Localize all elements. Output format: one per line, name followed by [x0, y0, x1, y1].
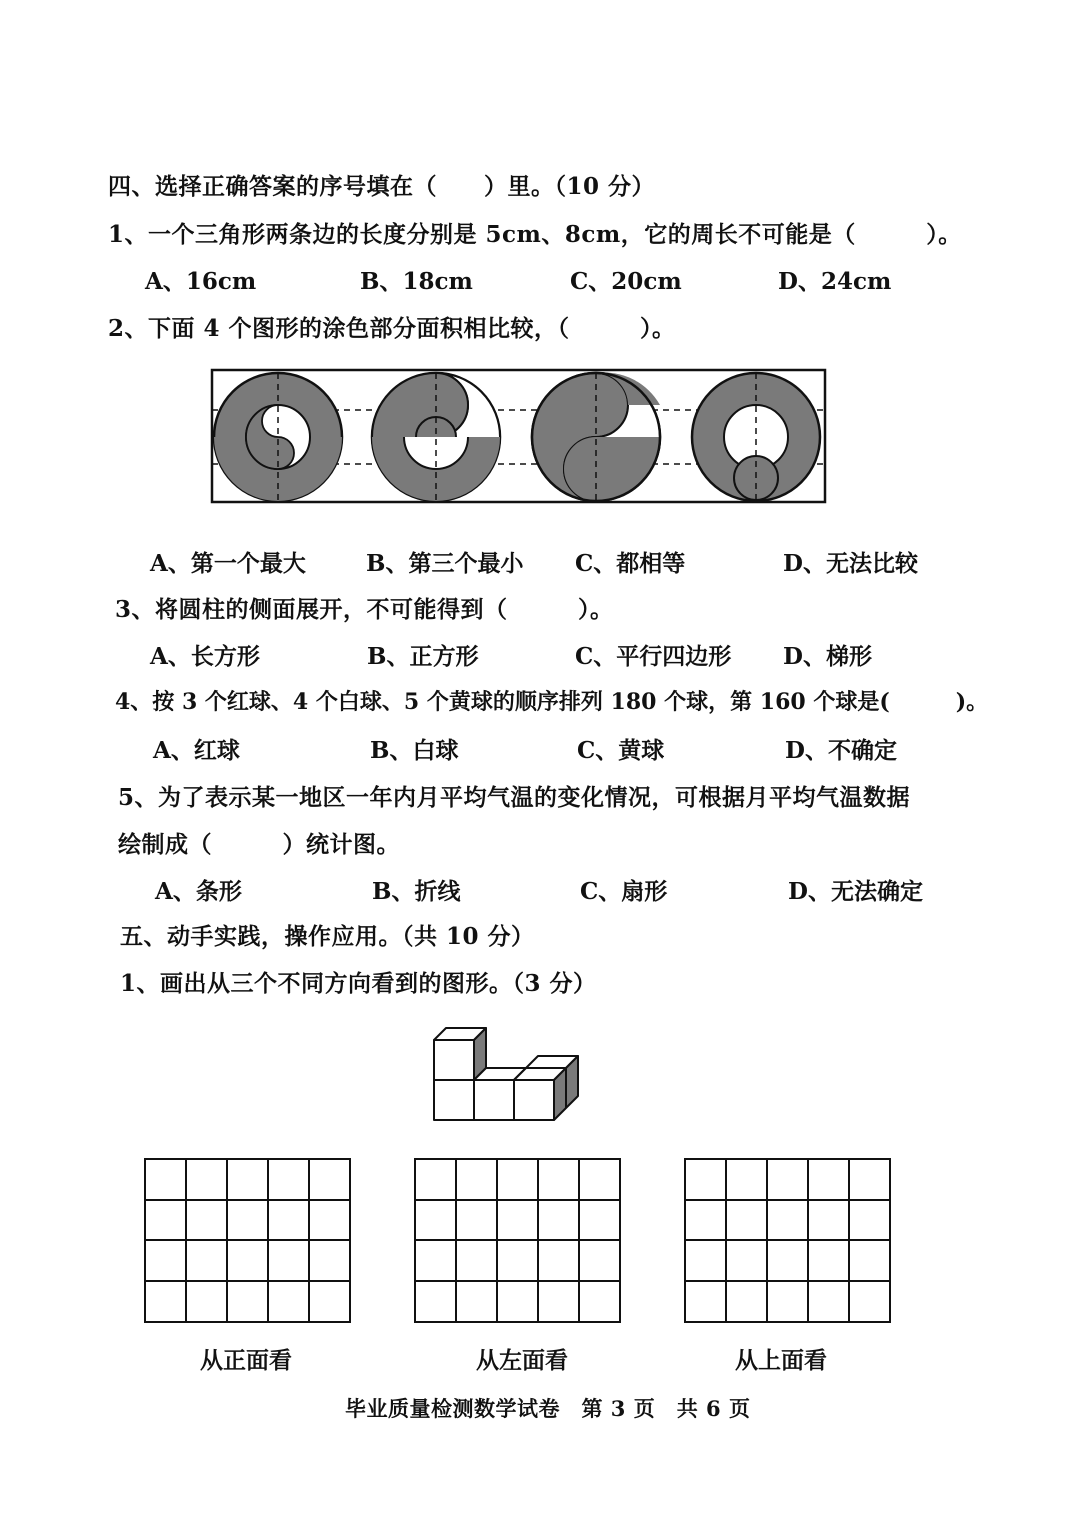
- q2-option-d: D、无法比较: [783, 550, 918, 577]
- cube-stack-figure: [430, 1022, 580, 1124]
- question-4-stem: 4、按 3 个红球、4 个白球、5 个黄球的顺序排列 180 个球，第 160 个球是( )。: [115, 689, 989, 715]
- circle-figure-1: [214, 373, 342, 501]
- q5-option-d: D、无法确定: [788, 878, 923, 905]
- q5-option-b: B、折线: [372, 878, 461, 905]
- section5-heading: 五、动手实践，操作应用。（共 10 分）: [120, 923, 535, 950]
- q2-option-b: B、第三个最小: [366, 550, 524, 577]
- q2-option-a: A、第一个最大: [150, 550, 306, 577]
- q3-option-d: D、梯形: [783, 643, 872, 670]
- q1-option-b: B、18cm: [360, 268, 473, 295]
- q5-option-c: C、扇形: [580, 878, 668, 905]
- q1-option-c: C、20cm: [570, 268, 682, 295]
- q2-option-c: C、都相等: [575, 550, 686, 577]
- left-view-grid[interactable]: [414, 1158, 622, 1324]
- q4-option-b: B、白球: [370, 737, 459, 764]
- q1-option-d: D、24cm: [778, 268, 892, 295]
- q4-option-a: A、红球: [153, 737, 240, 764]
- question-3-stem: 3、将圆柱的侧面展开，不可能得到（ ）。: [115, 596, 614, 623]
- q5-option-a: A、条形: [155, 878, 242, 905]
- q3-option-b: B、正方形: [367, 643, 479, 670]
- left-view-caption: 从左面看: [476, 1347, 568, 1374]
- section4-heading: 四、选择正确答案的序号填在（ ）里。（10 分）: [108, 173, 656, 200]
- page-footer: 毕业质量检测数学试卷 第 3 页 共 6 页: [345, 1396, 751, 1421]
- q4-option-c: C、黄球: [577, 737, 665, 764]
- top-view-grid[interactable]: [684, 1158, 892, 1324]
- q3-option-a: A、长方形: [150, 643, 260, 670]
- question-1-stem: 1、一个三角形两条边的长度分别是 5cm、8cm，它的周长不可能是（ ）。: [108, 221, 962, 248]
- question-2-stem: 2、下面 4 个图形的涂色部分面积相比较，（ ）。: [108, 315, 676, 342]
- circle-figure-4: [692, 373, 820, 501]
- q4-option-d: D、不确定: [785, 737, 897, 764]
- front-view-grid[interactable]: [144, 1158, 352, 1324]
- question-5-stem-continued: 绘制成（ ）统计图。: [118, 831, 400, 858]
- q3-option-c: C、平行四边形: [575, 643, 732, 670]
- section5-question-1: 1、画出从三个不同方向看到的图形。（3 分）: [120, 970, 597, 997]
- circle-figure-2: [372, 373, 500, 501]
- q2-circles-figure: [210, 368, 828, 506]
- circle-figure-3: [532, 372, 660, 501]
- q1-option-a: A、16cm: [145, 268, 257, 295]
- front-view-caption: 从正面看: [200, 1347, 292, 1374]
- question-5-stem: 5、为了表示某一地区一年内月平均气温的变化情况，可根据月平均气温数据: [118, 784, 911, 811]
- top-view-caption: 从上面看: [735, 1347, 827, 1374]
